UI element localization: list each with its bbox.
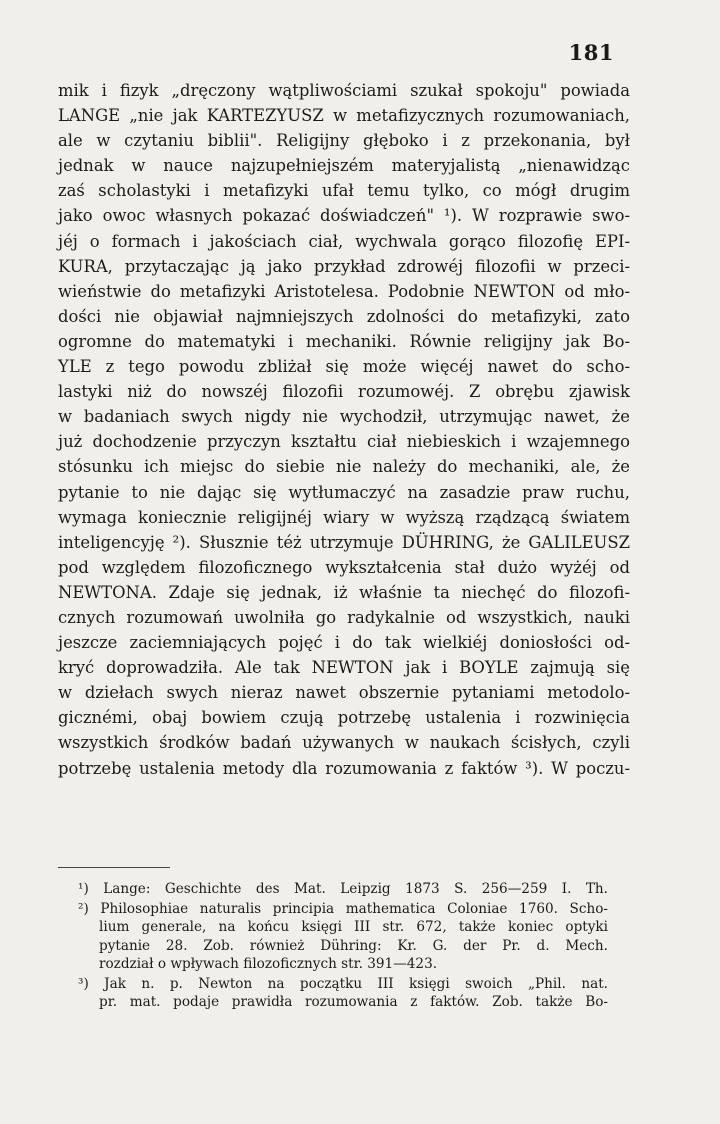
text-line: LANGE „nie jak KARTEZYUSZ w metafizycznych rozumowaniach, [58,106,630,126]
footnote-3 [78,975,608,1011]
text-line: w badaniach swych nigdy nie wychodził, utrzymując nawet, że [58,407,630,427]
footnote-line: pr. mat. podaje prawidła rozumowania z faktów. Zob. także Bo- [99,994,608,1011]
text-line: jako owoc własnych pokazać doświadczeń" ¹). W rozprawie swo- [58,206,630,226]
text-line: już dochodzenie przyczyn kształtu ciał niebieskich i wzajemnego [58,432,630,452]
footnote-1 [78,880,608,898]
text-line: potrzebę ustalenia metody dla rozumowania z faktów ³). W poczu- [58,758,630,778]
footnote-line: ¹) Lange: Geschichte des Mat. Leipzig 1873 S. 256—259 I. Th. [78,881,608,897]
text-line: kryć doprowadziła. Ale tak NEWTON jak i BOYLE zajmują się [58,658,630,678]
text-line: dości nie objawiał najmniejszych zdolności do metafizyki, zato [58,306,630,326]
text-line: wieństwie do metafizyki Aristotelesa. Podobnie NEWTON od mło- [58,281,630,301]
text-line: zaś scholastyki i metafizyki ufał temu tylko, co mógł drugim [58,181,630,201]
footnote-line: rozdział o wpływach filozoficznych str. 391—423. [99,955,438,972]
text-line: stósunku ich miejsc do siebie nie należy do mechaniki, ale, że [58,457,630,477]
footnotes [78,880,608,1011]
body-text [58,78,630,781]
footnote-line: ³) Jak n. p. Newton na początku III księgi swoich „Phil. nat. [78,975,608,992]
text-line: NEWTONA. Zdaje się jednak, iż właśnie ta niechęć do filozofi- [58,582,630,602]
text-line: ogromne do matematyki i mechaniki. Równie religijny jak Bo- [58,331,630,351]
text-line: jednak w nauce najzupełniejszém materyjalistą „nienawidząc [58,156,630,176]
footnote-2 [78,900,608,973]
text-line: ale w czytaniu biblii". Religijny głęboko i z przekonania, był [58,131,630,151]
text-line: mik i fizyk „dręczony wątpliwościami szukał spokoju" powiada [58,81,630,100]
text-line: pod względem filozoficznego wykształcenia stał dużo wyżéj od [58,557,630,577]
text-line: pytanie to nie dając się wytłumaczyć na zasadzie praw ruchu, [58,482,630,502]
text-line: w dziełach swych nieraz nawet obszernie pytaniami metodolo- [58,683,630,703]
footnote-divider [58,867,170,868]
footnote-line: pytanie 28. Zob. również Dühring: Kr. G. der Pr. d. Mech. [99,937,608,954]
text-line: cznych rozumowań uwolniła go radykalnie od wszystkich, nauki [58,607,630,627]
text-line: wymaga koniecznie religijnéj wiary w wyższą rządzącą światem [58,507,630,527]
text-line: YLE z tego powodu zbliżał się może więcéj nawet do scho- [58,357,630,377]
text-line: lastyki niż do nowszéj filozofii rozumowéj. Z obrębu zjawisk [58,382,630,402]
text-line: gicznémi, obaj bowiem czują potrzebę ustalenia i rozwinięcia [58,708,630,728]
text-line: KURA, przytaczając ją jako przykład zdrowéj filozofii w przeci- [58,256,630,276]
text-line: jeszcze zaciemniających pojęć i do tak wielkiéj doniosłości od- [58,633,630,653]
text-line: inteligencyję ²). Słusznie téż utrzymuje DÜHRING, że GALILEUSZ [58,532,630,552]
footnote-line: lium generale, na końcu księgi III str. 672, także koniec optyki [99,919,608,936]
footnote-line: ²) Philosophiae naturalis principia mathematica Coloniae 1760. Scho- [78,901,608,918]
text-line: wszystkich środków badań używanych w naukach ścisłych, czyli [58,733,630,753]
page-number: 181 [568,40,614,65]
text-line: jéj o formach i jakościach ciał, wychwala gorąco filozofię EPI- [58,231,630,251]
